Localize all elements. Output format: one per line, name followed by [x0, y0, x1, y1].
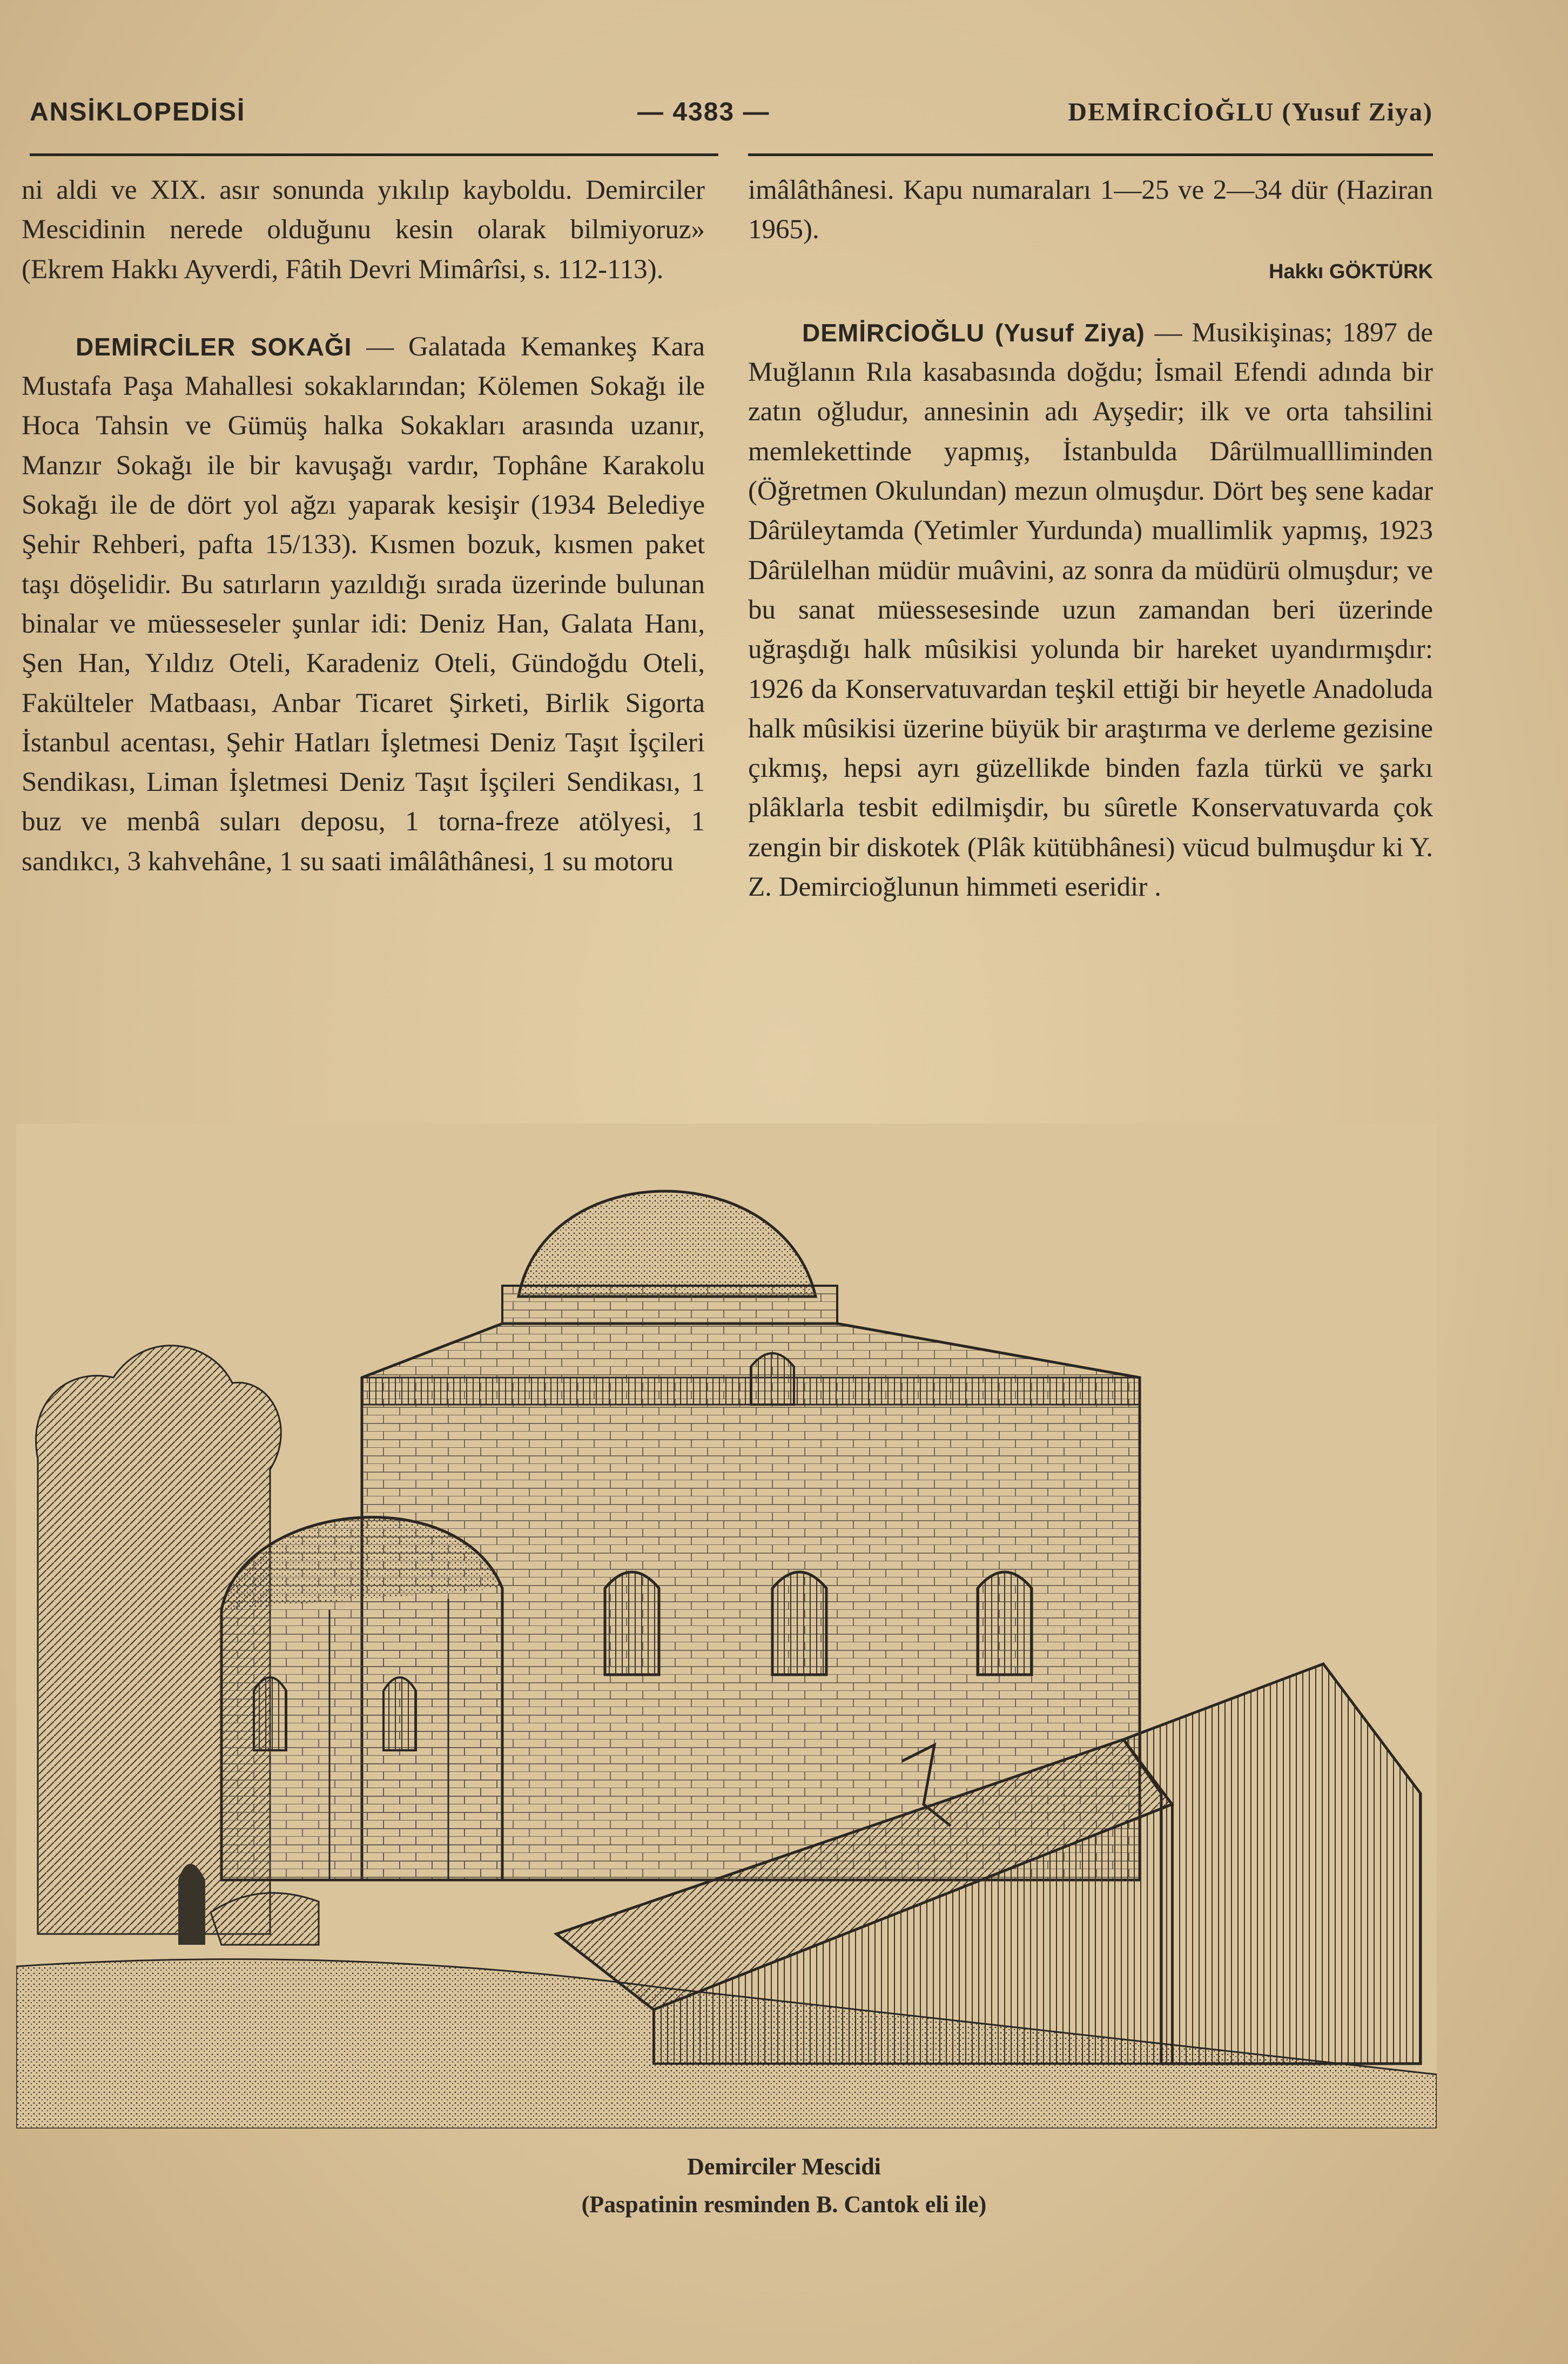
entry-body: — Musikişinas; 1897 de Muğlanın Rıla kasabasında doğdu; İsmail Efendi adında bir zatın oğludur, annesinin adı Ayşedir; ilk ve orta tahsilini memlekettinde yapmış, İstanbulda Dârülmuallliminden (Öğretmen Okulundan) mezun olmuşdur. Dört beş sene kadar Dârüleytamda (Yetimler Yurdunda) muallimlik yapmış, 1923 Dârülelhan müdür muâvini, az sonra da müdürü olmuşdur; ve bu sanat müessesesinde uzun zamandan beri üzerinde uğraşdığı halk mûsikisi yolunda bir hareket uyandırmışdır: 1926 da Konservatuvardan teşkil ettiği bir heyetle Anadoluda halk mûsikisi üzerine büyük bir araştırma ve derleme gezisine çıkmış, hepsi ayrı güzellikde binden fazla türkü ve şarkı plâklarla tesbit edilmişdir, bu sûretle Konservatuvarda çok zengin bir diskotek (Plâk kütübhânesi) vücud bulmuşdur ki Y. Z. Demircioğlunun himmeti eseridir .: [748, 317, 1433, 903]
header-rule-right: [748, 153, 1433, 156]
entry-demircioglu: [748, 313, 1433, 907]
mosque-illustration: [16, 1124, 1437, 2128]
page-number: — 4383 —: [637, 98, 770, 126]
header-rule-left: [30, 153, 718, 156]
right-paragraph-1: imâlâthânesi. Kapu numaraları 1—25 ve 2—34 dür (Haziran 1965).: [748, 175, 1433, 245]
left-paragraph-1: ni aldi ve XIX. asır sonunda yıkılıp kayboldu. Demirciler Mescidinin nerede olduğunu kesin olarak bilmiyoruz» (Ekrem Hakkı Ayverdi, Fâtih Devri Mimârîsi, s. 112-113).: [22, 175, 705, 285]
running-head: [30, 92, 1433, 140]
entry-headword: DEMİRCİOĞLU (Yusuf Ziya): [802, 318, 1145, 347]
left-column: [22, 171, 705, 882]
header-right: DEMİRCİOĞLU (Yusuf Ziya): [1068, 98, 1433, 126]
entry-headword: DEMİRCİLER SOKAĞI: [76, 332, 352, 361]
figure-caption-credit: (Paspatinin resminden B. Cantok eli ile): [581, 2191, 987, 2218]
figure-caption-title: Demirciler Mescidi: [687, 2153, 881, 2180]
right-column: [748, 171, 1433, 907]
entry-demirciler-sokagi: [22, 327, 705, 882]
header-left: ANSİKLOPEDİSİ: [30, 98, 246, 126]
author-signature: Hakkı GÖKTÜRK: [1268, 260, 1433, 283]
apse: [221, 1517, 502, 1880]
entry-body: — Galatada Kemankeş Kara Mustafa Paşa Mahallesi sokaklarından; Kölemen Sokağı ile Hoca Tahsin ve Gümüş halka Sokakları arasında uzanır, Manzır Sokağı ile bir kavuşağı vardır, Tophâne Karakolu Sokağı ile de dört yol ağzı yaparak kesişir (1934 Belediye Şehir Rehberi, pafta 15/133). Kısmen bozuk, kısmen paket taşı döşelidir. Bu satırların yazıldığı sırada üzerinde bulunan binalar ve müesseseler şunlar idi: Deniz Han, Galata Hanı, Şen Han, Yıldız Oteli, Karadeniz Oteli, Gündoğdu Oteli, Fakülteler Matbaası, Anbar Ticaret Şirketi, Birlik Sigorta İstanbul acentası, Şehir Hatları İşletmesi Deniz Taşıt İşçileri Sendikası, Liman İşletmesi Deniz Taşıt İşçileri Sendikası, 1 buz ve menbâ suları deposu, 1 torna-freze atölyesi, 1 sandıkcı, 3 kahvehâne, 1 su saati imâlâthânesi, 1 su motoru: [22, 331, 705, 877]
